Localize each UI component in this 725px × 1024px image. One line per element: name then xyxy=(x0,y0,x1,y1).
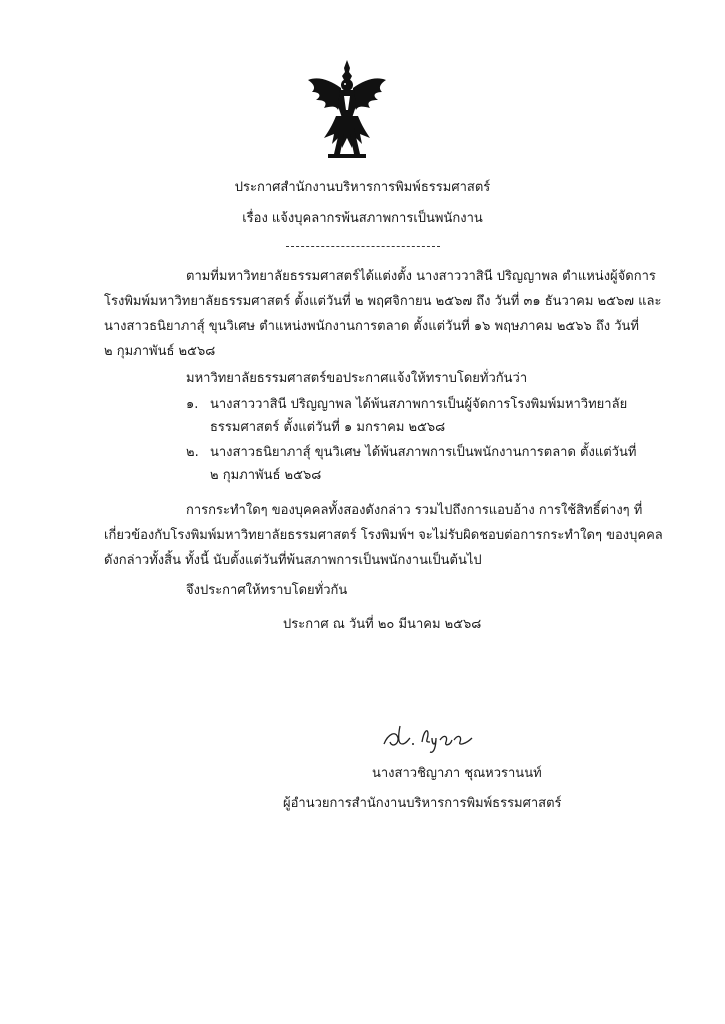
list-item xyxy=(186,445,636,461)
list-item-line1: นางสาวธนิยาภาสุ์ ขุนวิเศษ ได้พ้นสภาพการเป็นพนักงานการตลาด ตั้งแต่วันที่ xyxy=(210,445,637,460)
list-item xyxy=(186,397,627,413)
list-item-line2: ๒ กุมภาพันธ์ ๒๕๖๘ xyxy=(210,468,322,483)
paragraph2-line1: การกระทำใดๆ ของบุคคลทั้งสองดังกล่าว รวมไปถึงการแอบอ้าง การใช้สิทธิ์ต่างๆ ที่ xyxy=(186,503,643,518)
announcement-date: ประกาศ ณ วันที่ ๒๐ มีนาคม ๒๕๖๘ xyxy=(283,617,482,632)
announcement-title: ประกาศสำนักงานบริหารการพิมพ์ธรรมศาสตร์ xyxy=(234,180,491,195)
paragraph1-line2: โรงพิมพ์มหาวิทยาลัยธรรมศาสตร์ ตั้งแต่วันที่ ๒ พฤศจิกายน ๒๕๖๗ ถึง วันที่ ๓๑ ธันวาคม ๒๕๖๗ และ xyxy=(104,294,662,309)
garuda-emblem-icon xyxy=(306,58,388,162)
handwritten-signature xyxy=(378,716,488,756)
announcement-subject: เรื่อง แจ้งบุคลากรพ้นสภาพการเป็นพนักงาน xyxy=(242,211,483,226)
list-item-line1: นางสาววาสินี ปริญญาพล ได้พ้นสภาพการเป็นผู้จัดการโรงพิมพ์มหาวิทยาลัย xyxy=(210,397,628,412)
closing-line: จึงประกาศให้ทราบโดยทั่วกัน xyxy=(186,583,348,598)
signer-position: ผู้อำนวยการสำนักงานบริหารการพิมพ์ธรรมศาสตร์ xyxy=(283,796,562,811)
paragraph2-line3: ดังกล่าวทั้งสิ้น ทั้งนี้ นับตั้งแต่วันที่พ้นสภาพการเป็นพนักงานเป็นต้นไป xyxy=(104,553,482,568)
paragraph2-line2: เกี่ยวข้องกับโรงพิมพ์มหาวิทยาลัยธรรมศาสตร์ โรงพิมพ์ฯ จะไม่รับผิดชอบต่อการกระทำใดๆ ของบุคคล xyxy=(104,528,663,543)
paragraph1-line3: นางสาวธนิยาภาสุ์ ขุนวิเศษ ตำแหน่งพนักงานการตลาด ตั้งแต่วันที่ ๑๖ พฤษภาคม ๒๕๖๖ ถึง วันที่ xyxy=(104,319,639,334)
list-item-number: ๒. xyxy=(186,445,199,460)
paragraph1-line1: ตามที่มหาวิทยาลัยธรรมศาสตร์ได้แต่งตั้ง นางสาววาสินี ปริญญาพล ตำแหน่งผู้จัดการ xyxy=(186,269,656,284)
list-item-line2: ธรรมศาสตร์ ตั้งแต่วันที่ ๑ มกราคม ๒๕๖๘ xyxy=(210,420,446,435)
title-divider xyxy=(286,246,440,247)
signer-name: นางสาวชิญาภา ชุณหวรานนท์ xyxy=(372,766,542,781)
paragraph1-line4: ๒ กุมภาพันธ์ ๒๕๖๘ xyxy=(104,344,216,359)
list-item-number: ๑. xyxy=(186,397,199,412)
announce-line: มหาวิทยาลัยธรรมศาสตร์ขอประกาศแจ้งให้ทราบโดยทั่วกันว่า xyxy=(186,371,528,386)
